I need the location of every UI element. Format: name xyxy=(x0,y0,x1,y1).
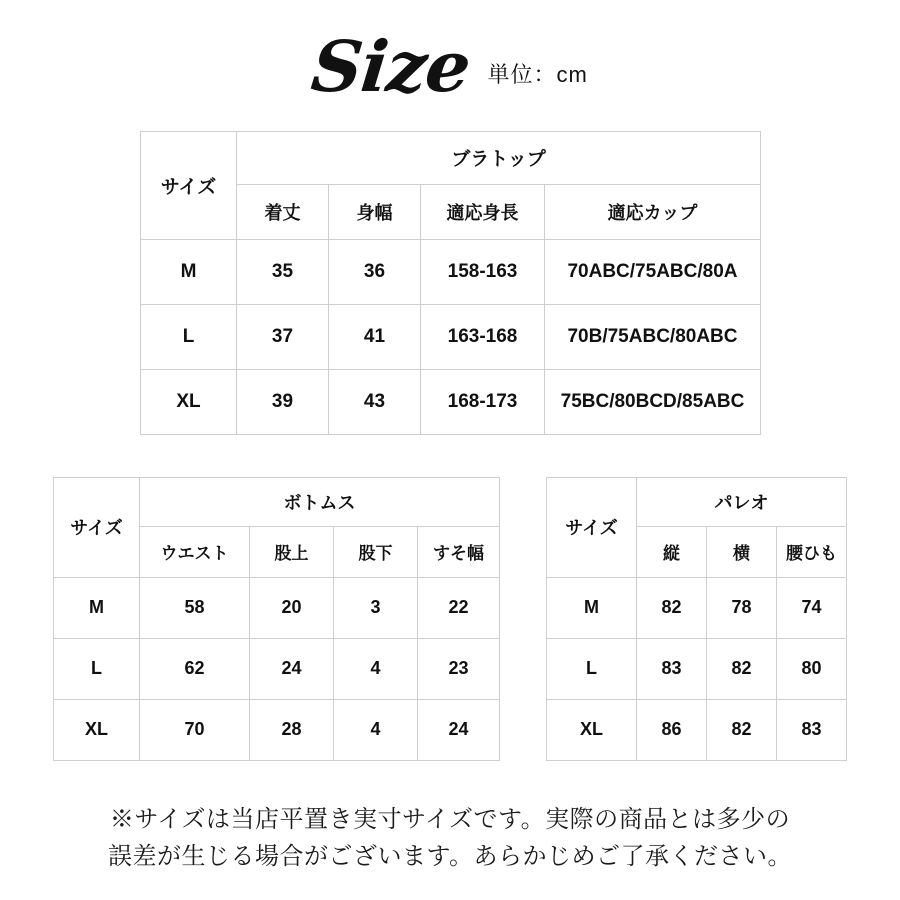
table-header-row xyxy=(54,477,500,526)
column-header-size: サイズ xyxy=(141,131,237,239)
column-header-height: 適応身長 xyxy=(421,184,545,239)
cell-length: 37 xyxy=(237,304,329,369)
bra-top-table xyxy=(140,131,761,435)
table-row xyxy=(141,369,761,434)
cell-horizontal: 78 xyxy=(707,577,777,638)
page-header xyxy=(0,0,900,108)
column-header-width: 身幅 xyxy=(329,184,421,239)
column-header-size: サイズ xyxy=(547,477,637,577)
cell-rise: 20 xyxy=(250,577,334,638)
cell-cup: 70ABC/75ABC/80A xyxy=(545,239,761,304)
cell-hem: 23 xyxy=(418,638,500,699)
column-header-waist-string: 腰ひも xyxy=(777,526,847,577)
pareo-table xyxy=(546,477,847,761)
column-header-rise: 股上 xyxy=(250,526,334,577)
bra-top-table-wrapper xyxy=(140,131,760,435)
cell-size: L xyxy=(54,638,140,699)
cell-waist: 62 xyxy=(140,638,250,699)
column-header-length: 着丈 xyxy=(237,184,329,239)
cell-inseam: 4 xyxy=(334,699,418,760)
cell-size: XL xyxy=(141,369,237,434)
table-row xyxy=(141,239,761,304)
cell-height: 168-173 xyxy=(421,369,545,434)
cell-waist: 70 xyxy=(140,699,250,760)
cell-size: L xyxy=(141,304,237,369)
column-header-waist: ウエスト xyxy=(140,526,250,577)
cell-height: 163-168 xyxy=(421,304,545,369)
cell-size: M xyxy=(141,239,237,304)
cell-size: M xyxy=(547,577,637,638)
cell-length: 39 xyxy=(237,369,329,434)
cell-hem: 24 xyxy=(418,699,500,760)
cell-size: XL xyxy=(54,699,140,760)
cell-height: 158-163 xyxy=(421,239,545,304)
column-header-size: サイズ xyxy=(54,477,140,577)
cell-rise: 24 xyxy=(250,638,334,699)
cell-width: 43 xyxy=(329,369,421,434)
column-group-header: パレオ xyxy=(637,477,847,526)
cell-cup: 70B/75ABC/80ABC xyxy=(545,304,761,369)
table-header-row xyxy=(141,131,761,184)
cell-inseam: 3 xyxy=(334,577,418,638)
cell-width: 36 xyxy=(329,239,421,304)
cell-waist-string: 83 xyxy=(777,699,847,760)
cell-vertical: 82 xyxy=(637,577,707,638)
disclaimer-note xyxy=(90,801,810,875)
table-row xyxy=(54,577,500,638)
lower-tables-row xyxy=(0,477,900,761)
unit-label: 単位：cm xyxy=(487,61,588,87)
cell-width: 41 xyxy=(329,304,421,369)
column-group-header: ボトムス xyxy=(140,477,500,526)
column-header-inseam: 股下 xyxy=(334,526,418,577)
table-row xyxy=(547,577,847,638)
cell-horizontal: 82 xyxy=(707,638,777,699)
cell-length: 35 xyxy=(237,239,329,304)
table-row xyxy=(54,699,500,760)
column-header-vertical: 縦 xyxy=(637,526,707,577)
cell-vertical: 86 xyxy=(637,699,707,760)
page-title: Size xyxy=(307,25,474,108)
cell-rise: 28 xyxy=(250,699,334,760)
disclaimer-line-1: ※サイズは当店平置き実寸サイズです。実際の商品とは多少の xyxy=(109,805,791,833)
column-group-header: ブラトップ xyxy=(237,131,761,184)
cell-horizontal: 82 xyxy=(707,699,777,760)
column-header-hem: すそ幅 xyxy=(418,526,500,577)
cell-waist-string: 80 xyxy=(777,638,847,699)
bottoms-table xyxy=(53,477,500,761)
table-row xyxy=(54,638,500,699)
table-header-row xyxy=(547,477,847,526)
cell-size: M xyxy=(54,577,140,638)
cell-vertical: 83 xyxy=(637,638,707,699)
table-row xyxy=(141,304,761,369)
cell-cup: 75BC/80BCD/85ABC xyxy=(545,369,761,434)
table-row xyxy=(547,638,847,699)
cell-size: L xyxy=(547,638,637,699)
cell-inseam: 4 xyxy=(334,638,418,699)
cell-waist: 58 xyxy=(140,577,250,638)
cell-hem: 22 xyxy=(418,577,500,638)
cell-waist-string: 74 xyxy=(777,577,847,638)
disclaimer-line-2: 誤差が生じる場合がございます。あらかじめご了承ください。 xyxy=(107,842,793,870)
table-row xyxy=(547,699,847,760)
cell-size: XL xyxy=(547,699,637,760)
column-header-cup: 適応カップ xyxy=(545,184,761,239)
column-header-horizontal: 横 xyxy=(707,526,777,577)
